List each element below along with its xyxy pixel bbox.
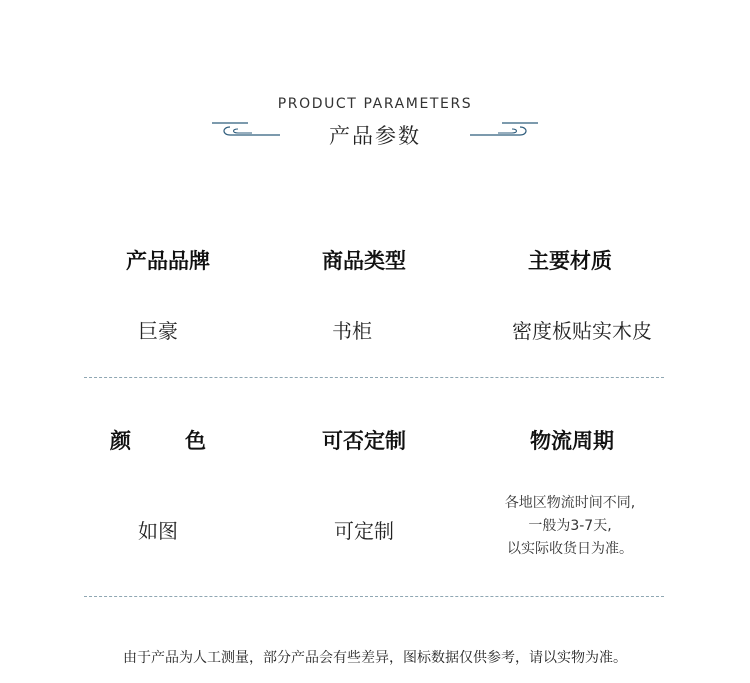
footnote: 由于产品为人工测量，部分产品会有些差异，图标数据仅供参考，请以实物为准。 [123, 650, 627, 666]
label-color [48, 425, 268, 455]
value-logistics [460, 492, 680, 561]
section-title: 产品参数 [329, 124, 421, 148]
label-color-char: 颜 [110, 429, 131, 453]
logistics-line: 一般为3-7天, [528, 518, 612, 534]
logistics-line: 以实际收货日为准。 [507, 541, 633, 557]
value-customizable: 可定制 [334, 519, 394, 543]
label-product-type: 商品类型 [322, 249, 406, 273]
label-color-char: 色 [185, 429, 206, 453]
label-logistics: 物流周期 [530, 429, 614, 453]
value-material: 密度板贴实木皮 [512, 319, 652, 343]
logistics-line: 各地区物流时间不同, [504, 495, 636, 511]
value-product-type: 书柜 [332, 319, 372, 343]
row-divider [84, 596, 664, 597]
value-brand: 巨豪 [138, 319, 178, 343]
label-material: 主要材质 [528, 249, 612, 273]
value-color: 如图 [138, 519, 178, 543]
label-brand: 产品品牌 [126, 249, 210, 273]
section-subtitle: PRODUCT PARAMETERS [277, 96, 473, 112]
label-customizable: 可否定制 [322, 429, 406, 453]
row-divider [84, 377, 664, 378]
